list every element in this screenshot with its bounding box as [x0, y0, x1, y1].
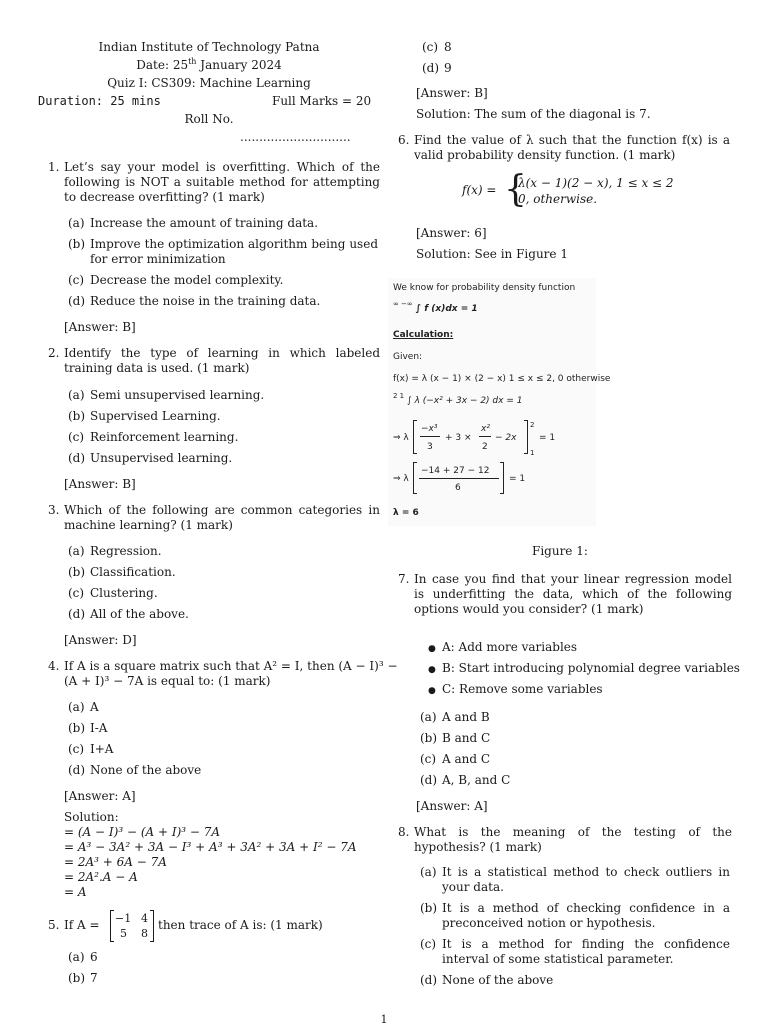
bracket-left-bottom — [413, 453, 417, 454]
duration: Duration: 25 mins — [38, 94, 161, 108]
question-text-line1: If A is a square matrix such that A² = I, then (A − I)³ − — [64, 659, 398, 673]
bound-lower: 1 — [530, 449, 535, 457]
option-a — [420, 710, 490, 725]
bullet-text: C: Remove some variables — [442, 682, 603, 696]
option-label: (d) — [68, 763, 86, 777]
bracket-bottom-left — [110, 941, 114, 942]
option-label: (a) — [68, 544, 85, 558]
question-text: Which of the following are common categories in machine learning? (1 mark) — [64, 503, 380, 532]
bullet-item — [428, 682, 603, 699]
option-label: (c) — [420, 752, 437, 766]
solution-line: = (A − I)³ − (A + I)³ − 7A — [64, 825, 221, 839]
bracket-right-bottom — [524, 453, 528, 454]
question-text-post: then trace of A is: (1 mark) — [158, 918, 323, 932]
option-text: Clustering. — [90, 586, 158, 600]
question-text: Identify the type of learning in which labeled training data is used. (1 mark) — [64, 346, 380, 375]
option-label: (b) — [68, 409, 86, 423]
option-label: (a) — [68, 388, 85, 402]
solution-line: = 2A³ + 6A − 7A — [64, 855, 167, 869]
option-a — [68, 216, 318, 231]
bracket-left — [413, 462, 414, 494]
figure-fx: f(x) = λ (x − 1) × (2 − x) 1 ≤ x ≤ 2, 0 otherwise — [393, 374, 611, 384]
option-d — [420, 773, 510, 788]
question-4-solution — [64, 810, 357, 900]
bracket-right-top — [500, 462, 504, 463]
solution-title: Solution: — [64, 810, 119, 824]
frac-numerator: −14 + 27 − 12 — [421, 466, 490, 476]
question-number: 5. — [48, 918, 60, 932]
bullet-icon: ● — [428, 686, 436, 696]
bracket-left-bottom — [413, 493, 417, 494]
option-c — [422, 40, 452, 55]
bracket-bottom-right — [150, 941, 154, 942]
option-a — [68, 700, 99, 715]
implies-lambda: ⇒ λ — [393, 474, 409, 484]
roll-no-field: ............................. — [240, 130, 351, 144]
figure-calculation-label: Calculation: — [393, 330, 454, 340]
question-text-pre: If A = — [64, 918, 100, 932]
question-text: What is the meaning of the testing of the hypothesis? (1 mark) — [414, 825, 732, 854]
bracket-right — [503, 462, 504, 494]
matrix-cell: −1 — [115, 912, 132, 925]
option-c — [420, 752, 490, 767]
option-text: Supervised Learning. — [90, 409, 221, 423]
figure-integral — [393, 302, 478, 317]
integral-expr: ∫ f (x)dx = 1 — [415, 304, 478, 314]
option-text: A and C — [442, 752, 491, 766]
option-text: Classification. — [90, 565, 176, 579]
figure-step-1 — [393, 420, 593, 457]
bracket-top-right — [150, 910, 154, 911]
question-1-answer: [Answer: B] — [64, 320, 136, 334]
case-1: λ(x − 1)(2 − x), 1 ≤ x ≤ 2 — [518, 176, 674, 190]
option-label: (a) — [68, 700, 85, 714]
bracket-right-top — [524, 420, 528, 421]
option-text: B and C — [442, 731, 491, 745]
option-label: (d) — [68, 451, 86, 465]
option-text: I-A — [90, 721, 108, 735]
question-number: 4. — [48, 659, 60, 673]
frac-operator: + 3 × — [445, 433, 472, 443]
frac-tail: − 2x — [495, 433, 517, 443]
equals-one: = 1 — [509, 474, 526, 484]
figure-1-image — [388, 278, 611, 526]
option-label: (c) — [68, 586, 85, 600]
frac-bar — [420, 436, 440, 437]
option-text: A — [90, 700, 99, 714]
bullet-text: A: Add more variables — [442, 640, 578, 654]
figure-integral-2 — [393, 394, 522, 409]
option-text: A, B, and C — [442, 773, 511, 787]
option-text: None of the above — [90, 763, 202, 777]
frac-denominator: 3 — [427, 442, 433, 452]
question-number: 7. — [398, 572, 410, 586]
option-label: (a) — [68, 216, 85, 230]
bullet-text: B: Start introducing polynomial degree variables — [442, 661, 740, 675]
question-6-solution: Solution: See in Figure 1 — [416, 247, 568, 261]
figure-result: λ = 6 — [393, 508, 419, 518]
matrix-cell: 4 — [141, 912, 148, 925]
option-text: It is a method for finding the confidence interval of some statistical parameter. — [442, 937, 730, 966]
question-text: Let’s say your model is overfitting. Which of the following is NOT a suitable method for attempting to decrease overfitting? (1 mark) — [64, 160, 380, 204]
question-text-line2: (A + I)³ − 7A is equal to: (1 mark) — [64, 674, 271, 688]
bullet-item — [428, 661, 740, 678]
quiz-title: Quiz I: CS309: Machine Learning — [107, 76, 311, 90]
frac-denominator: 6 — [455, 483, 461, 493]
integral-limits: 2 1 — [393, 392, 405, 400]
option-label: (d) — [420, 773, 438, 787]
option-text: It is a statistical method to check outliers in your data. — [442, 865, 730, 894]
option-text: Unsupervised learning. — [90, 451, 233, 465]
date-sup: th — [188, 57, 197, 66]
option-b — [68, 721, 107, 736]
institute-name: Indian Institute of Technology Patna — [98, 40, 320, 54]
option-text: All of the above. — [90, 607, 189, 621]
option-label: (c) — [422, 40, 439, 54]
option-d — [422, 61, 452, 76]
page-number: 1 — [380, 1013, 388, 1026]
frac-numerator: −x³ — [421, 424, 438, 434]
option-a — [68, 544, 162, 559]
option-text: A and B — [442, 710, 490, 724]
option-label: (d) — [422, 61, 440, 75]
option-text: Reinforcement learning. — [90, 430, 239, 444]
question-2-answer: [Answer: B] — [64, 477, 136, 491]
bullet-icon: ● — [428, 665, 436, 675]
option-text: Regression. — [90, 544, 162, 558]
date-suffix: January 2024 — [196, 58, 282, 72]
question-text: In case you find that your linear regression model is underfitting the data, which of the following options would you consider? (1 mark) — [414, 572, 732, 616]
option-label: (c) — [68, 273, 85, 287]
option-label: (b) — [68, 565, 86, 579]
option-label: (d) — [68, 294, 86, 308]
option-text: 6 — [90, 950, 98, 964]
option-a — [68, 388, 264, 403]
integral-limits: ∞ −∞ — [393, 300, 413, 308]
option-b — [68, 409, 221, 424]
implies-lambda: ⇒ λ — [393, 433, 409, 443]
bracket-left-top — [413, 420, 417, 421]
matrix-cell: 5 — [120, 927, 127, 940]
roll-no-label: Roll No. — [184, 112, 234, 126]
option-b — [68, 237, 378, 267]
frac-denominator: 2 — [482, 442, 488, 452]
option-text: I+A — [90, 742, 114, 756]
option-label: (b) — [420, 901, 438, 915]
matrix-cell: 8 — [141, 927, 148, 940]
question-4-answer: [Answer: A] — [64, 789, 136, 803]
option-label: (d) — [68, 607, 86, 621]
figure-step-2 — [393, 462, 593, 494]
option-c — [68, 742, 113, 757]
figure-line: We know for probability density function — [393, 283, 576, 293]
date-prefix: Date: 25 — [136, 58, 189, 72]
quiz-date — [38, 58, 380, 73]
matrix-a — [110, 910, 154, 942]
question-2 — [48, 346, 380, 376]
bracket-left-top — [413, 462, 417, 463]
option-a — [420, 865, 730, 895]
option-d — [68, 294, 320, 309]
option-label: (a) — [420, 710, 437, 724]
question-6 — [398, 133, 730, 163]
bracket-right-bottom — [500, 493, 504, 494]
bound-upper: 2 — [530, 421, 535, 429]
figure-given: Given: — [393, 352, 423, 362]
question-5 — [48, 910, 380, 946]
bullet-icon: ● — [428, 644, 436, 654]
option-text: None of the above — [442, 973, 554, 987]
option-text: It is a method of checking confidence in a preconceived notion or hypothesis. — [442, 901, 730, 930]
function-lhs: f(x) = — [462, 183, 497, 197]
option-d — [420, 973, 553, 988]
option-text: 8 — [444, 40, 452, 54]
equals-one: = 1 — [539, 433, 556, 443]
question-number: 1. — [48, 160, 60, 174]
question-4 — [48, 659, 398, 689]
question-7-answer: [Answer: A] — [416, 799, 488, 813]
option-text: Reduce the noise in the training data. — [90, 294, 321, 308]
question-3-answer: [Answer: D] — [64, 633, 137, 647]
full-marks: Full Marks = 20 — [272, 94, 372, 108]
option-d — [68, 607, 189, 622]
option-text: 9 — [444, 61, 452, 75]
integral-expr: ∫ λ (−x² + 3x − 2) dx = 1 — [407, 396, 523, 406]
option-c — [68, 273, 283, 288]
frac-bar — [479, 436, 491, 437]
option-text: Semi unsupervised learning. — [90, 388, 265, 402]
bracket-right — [527, 420, 528, 454]
option-label: (a) — [420, 865, 437, 879]
option-label: (a) — [68, 950, 85, 964]
question-5-answer: [Answer: B] — [416, 86, 488, 100]
option-text: Improve the optimization algorithm being used for error minimization — [90, 237, 378, 266]
bracket-left — [413, 420, 414, 454]
frac-numerator: x² — [481, 424, 490, 434]
option-b — [420, 901, 730, 931]
option-c — [68, 586, 158, 601]
option-c — [68, 430, 238, 445]
option-text: Decrease the model complexity. — [90, 273, 284, 287]
option-text: 7 — [90, 971, 98, 985]
question-6-answer: [Answer: 6] — [416, 226, 487, 240]
bracket-top-left — [110, 910, 114, 911]
option-label: (d) — [420, 973, 438, 987]
case-2: 0, otherwise. — [518, 192, 598, 206]
option-label: (b) — [68, 971, 86, 985]
option-label: (b) — [68, 237, 86, 251]
option-label: (b) — [420, 731, 438, 745]
question-7 — [398, 572, 732, 617]
option-label: (c) — [420, 937, 437, 951]
solution-line: = A — [64, 885, 87, 899]
figure-caption: Figure 1: — [532, 544, 588, 558]
question-number: 8. — [398, 825, 410, 839]
option-c — [420, 937, 730, 967]
question-3 — [48, 503, 380, 533]
question-number: 6. — [398, 133, 410, 147]
frac-bar — [419, 478, 499, 479]
option-d — [68, 763, 201, 778]
solution-line: = 2A².A − A — [64, 870, 138, 884]
question-number: 2. — [48, 346, 60, 360]
option-label: (c) — [68, 430, 85, 444]
option-b — [420, 731, 490, 746]
option-label: (c) — [68, 742, 85, 756]
question-number: 3. — [48, 503, 60, 517]
option-text: Increase the amount of training data. — [90, 216, 319, 230]
option-b — [68, 565, 176, 580]
option-label: (b) — [68, 721, 86, 735]
question-5-solution: Solution: The sum of the diagonal is 7. — [416, 107, 651, 121]
option-b — [68, 971, 98, 986]
question-text: Find the value of λ such that the function f(x) is a valid probability density function. (1 mark) — [414, 133, 730, 162]
option-d — [68, 451, 232, 466]
piecewise-function — [462, 170, 702, 212]
solution-line: = A³ − 3A² + 3A − I³ + A³ + 3A² + 3A + I² − 7A — [64, 840, 357, 854]
left-brace-icon: { — [504, 169, 527, 210]
question-8 — [398, 825, 732, 855]
question-1 — [48, 160, 380, 205]
bullet-item — [428, 640, 577, 657]
option-a — [68, 950, 98, 965]
